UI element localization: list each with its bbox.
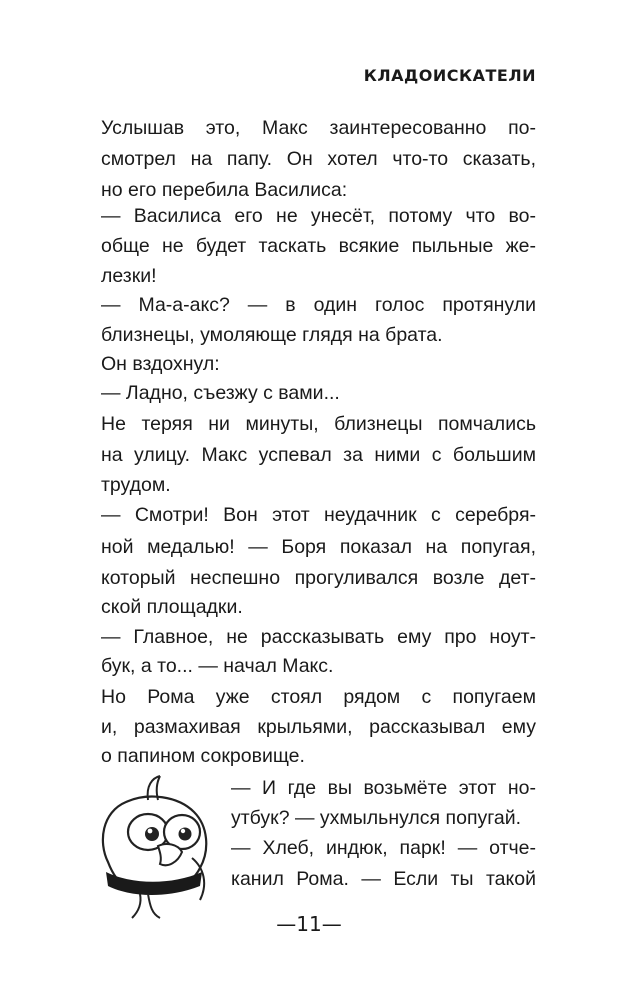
parrot-illustration [90,772,220,922]
text-line: о папином сокровище. [101,745,305,767]
text-line: близнецы, умоляюще глядя на брата. [101,324,443,346]
text-line: ной медалью! — Боря показал на попугая, [101,536,536,558]
page-number: —11— [276,912,342,936]
text-line: и, размахивая крыльями, рассказывал ему [101,716,536,738]
text-line: Услышав это, Макс заинтересованно по- [101,117,536,139]
text-line: бук, а то... — начал Макс. [101,655,334,677]
text-line: трудом. [101,474,171,496]
text-line: лезки! [101,265,157,287]
text-line: Но Рома уже стоял рядом с попугаем [101,686,536,708]
text-line: канил Рома. — Если ты такой [231,868,536,890]
text-line: который неспешно прогуливался возле дет- [101,567,536,589]
text-line: — Главное, не рассказывать ему про ноут- [101,626,536,648]
text-line: но его перебила Василиса: [101,179,348,201]
text-line: смотрел на папу. Он хотел что-то сказать, [101,148,536,170]
text-line: — Ма-а-акс? — в один голос протянули [101,294,536,316]
text-line: — Ладно, съезжу с вами... [101,382,340,404]
text-line: — Смотри! Вон этот неудачник с серебря- [101,504,536,526]
text-line: — Хлеб, индюк, парк! — отче- [231,837,536,859]
text-line: Он вздохнул: [101,353,220,375]
text-line: на улицу. Макс успевал за ними с большим [101,444,536,466]
running-header: КЛАДОИСКАТЕЛИ [363,66,536,85]
text-line: утбук? — ухмыльнулся попугай. [231,807,522,829]
text-line: Не теряя ни минуты, близнецы помчались [101,413,536,435]
text-line: — Василиса его не унесёт, потому что во- [101,205,536,227]
text-line: ской площадки. [101,596,243,618]
text-line: — И где вы возьмёте этот но- [231,777,536,799]
text-line: обще не будет таскать всякие пыльные же- [101,235,536,257]
